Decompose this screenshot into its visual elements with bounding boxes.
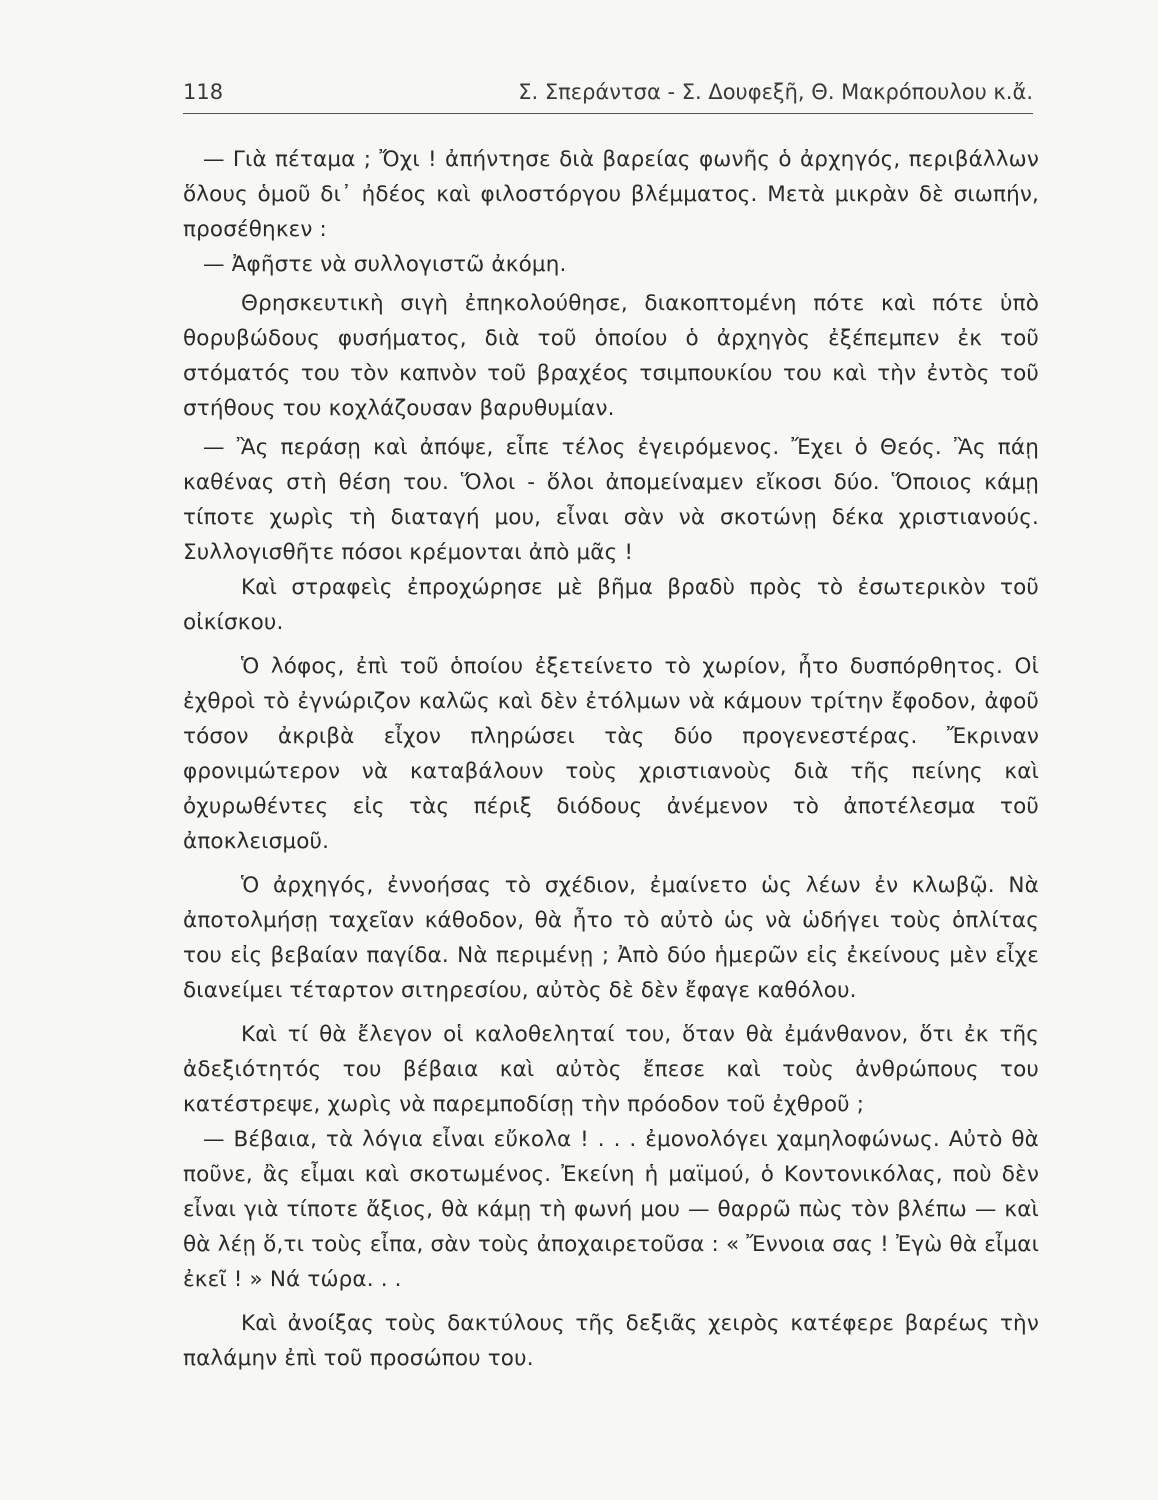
paragraph: Καὶ τί θὰ ἔλεγον οἱ καλοθεληταί του, ὅταν θὰ ἐμάνθανον, ὅτι ἐκ τῆς ἀδεξιότητός του βέβαια καὶ αὐτὸς ἔπεσε καὶ τοὺς ἀνθρώπους του κατέστρεψε, χωρὶς νὰ παρεμποδίσῃ τὴν πρόοδον τοῦ ἐχθροῦ ; (183, 1022, 1039, 1117)
running-title: Σ. Σπεράντσα - Σ. Δουφεξῆ, Θ. Μακρόπουλου κ.ἄ. (518, 80, 1033, 104)
paragraph: — Βέβαια, τὰ λόγια εἶναι εὔκολα ! . . . ἐμονολόγει χαμηλοφώνως. Αὐτὸ θὰ ποῦνε, ἂς εἶμαι καὶ σκοτωμένος. Ἐκείνη ἡ μαϊμού, ὁ Κοντονικόλας, ποὺ δὲν εἶναι γιὰ τίποτε ἄξιος, θὰ κάμῃ τὴ φωνή μου — θαρρῶ πὼς τὸν βλέπω — καὶ θὰ λέῃ ὅ,τι τοὺς εἶπα, σὰν τοὺς ἀποχαιρετοῦσα : « Ἔννοια σας ! Ἐγὼ θὰ εἶμαι ἐκεῖ ! » Νά τώρα. . . (183, 1127, 1039, 1292)
paragraph: Καὶ στραφεὶς ἐπροχώρησε μὲ βῆμα βραδὺ πρὸς τὸ ἐσωτερικὸν τοῦ οἰκίσκου. (183, 575, 1039, 635)
header-rule (183, 113, 1033, 114)
paragraph: Θρησκευτικὴ σιγὴ ἐπηκολούθησε, διακοπτομένη πότε καὶ πότε ὑπὸ θορυβώδους φυσήματος, διὰ τοῦ ὁποίου ὁ ἀρχηγὸς ἐξέπεμπεν ἐκ τοῦ στόματός του τὸν καπνὸν τοῦ βραχέος τσιμπουκίου του καὶ τὴν ἐντὸς τοῦ στήθους του κοχλάζουσαν βαρυθυμίαν. (183, 291, 1039, 421)
paragraph: — Γιὰ πέταμα ; Ὄχι ! ἀπήντησε διὰ βαρείας φωνῆς ὁ ἀρχηγός, περιβάλλων ὅλους ὁμοῦ δι᾽ ἠδέος καὶ φιλοστόργου βλέμματος. Μετὰ μικρὰν δὲ σιωπήν, προσέθηκεν : (183, 147, 1039, 242)
paragraph: Καὶ ἀνοίξας τοὺς δακτύλους τῆς δεξιᾶς χειρὸς κατέφερε βαρέως τὴν παλάμην ἐπὶ τοῦ προσώπου του. (183, 1311, 1039, 1371)
paragraph: — Ἂς περάσῃ καὶ ἀπόψε, εἶπε τέλος ἐγειρόμενος. Ἔχει ὁ Θεός. Ἂς πάῃ καθένας στὴ θέση του. Ὅλοι - ὅλοι ἀπομείναμεν εἴκοσι δύο. Ὅποιος κάμῃ τίποτε χωρὶς τὴ διαταγή μου, εἶναι σὰν νὰ σκοτώνῃ δέκα χριστιανούς. Συλλογισθῆτε πόσοι κρέμονται ἀπὸ μᾶς ! (183, 435, 1039, 565)
paragraph: Ὁ ἀρχηγός, ἐννοήσας τὸ σχέδιον, ἐμαίνετο ὡς λέων ἐν κλωβῷ. Νὰ ἀποτολμήσῃ ταχεῖαν κάθοδον, θὰ ἦτο τὸ αὐτὸ ὡς νὰ ὡδήγει τοὺς ὁπλίτας του εἰς βεβαίαν παγίδα. Νὰ περιμένῃ ; Ἀπὸ δύο ἡμερῶν εἰς ἐκείνους μὲν εἶχε διανείμει τέταρτον σιτηρεσίου, αὐτὸς δὲ δὲν ἔφαγε καθόλου. (183, 873, 1039, 1003)
running-header (183, 80, 1033, 110)
page-number: 118 (183, 80, 224, 104)
paragraph: — Ἀφῆστε νὰ συλλογιστῶ ἀκόμη. (203, 252, 567, 277)
body-text (183, 142, 1039, 1376)
paragraph: Ὁ λόφος, ἐπὶ τοῦ ὁποίου ἐξετείνετο τὸ χωρίον, ἦτο δυσπόρθητος. Οἱ ἐχθροὶ τὸ ἐγνώριζον καλῶς καὶ δὲν ἐτόλμων νὰ κάμουν τρίτην ἔφοδον, ἀφοῦ τόσον ἀκριβὰ εἶχον πληρώσει τὰς δύο προγενεστέρας. Ἔκριναν φρονιμώτερον νὰ καταβάλουν τοὺς χριστιανοὺς διὰ τῆς πείνης καὶ ὀχυρωθέντες εἰς τὰς πέριξ διόδους ἀνέμενον τὸ ἀποτέλεσμα τοῦ ἀποκλεισμοῦ. (183, 654, 1039, 854)
